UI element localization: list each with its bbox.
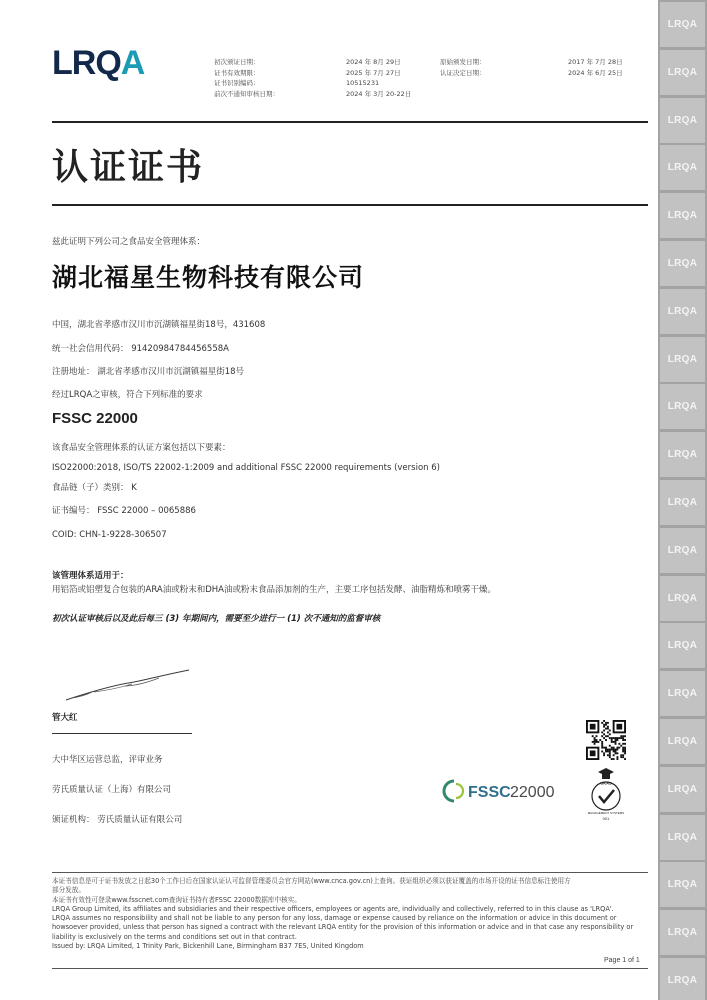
footer-divider — [52, 872, 648, 873]
top-divider — [52, 121, 648, 123]
ukas-number: 001 — [602, 816, 610, 821]
lrqa-logo — [52, 44, 162, 82]
signature-image — [64, 664, 194, 706]
footer-line: howsoever provided, unless that person has signed a contract with the relevant LRQA entity for the provision of this information or advice and in that case any responsibility or — [52, 923, 634, 932]
side-tile-lrqa: LRQA — [660, 767, 705, 812]
footer-line: LRQA assumes no responsibility and shall not be liable to any person for any loss, damage or expense caused by reliance on the information or advice in this document or — [52, 914, 617, 923]
header-col-1 — [214, 57, 279, 99]
fssc-logo-main: FSSC — [468, 784, 511, 801]
side-tile-lrqa: LRQA — [660, 384, 705, 429]
ukas-sub: MANAGEMENT SYSTEMS — [587, 811, 625, 815]
side-tile-lrqa: LRQA — [660, 480, 705, 525]
side-tile-lrqa: LRQA — [660, 432, 705, 477]
food-chain-category: 食品链（子）类别： K — [52, 483, 137, 493]
issuer: 颁证机构： 劳氏质量认证有限公司 — [52, 815, 183, 825]
header-label: 证书有效期限： — [214, 68, 260, 77]
ukas-label: UKAS — [600, 780, 612, 786]
company-name: 湖北福星生物科技有限公司 — [52, 263, 365, 292]
side-tile-lrqa: LRQA — [660, 337, 705, 382]
header-value: 2025 年 7月 27日 — [346, 68, 401, 77]
side-tile-lrqa: LRQA — [660, 671, 705, 716]
header-label: 前次不通知审核日期： — [214, 89, 279, 98]
side-tile-lrqa: LRQA — [660, 815, 705, 860]
footer-line: liability is exclusively on the terms and conditions set out in that contract. — [52, 932, 297, 941]
footer-line: 本证书有效性可登录www.fsscnet.com查询证书持有者FSSC 22000数据库中核实。 — [52, 895, 301, 904]
standard-name: FSSC 22000 — [52, 410, 138, 427]
side-tile-lrqa: LRQA — [660, 958, 705, 1000]
header-value: 10515231 — [346, 79, 380, 87]
side-tile-lrqa: LRQA — [660, 98, 705, 143]
scope-text: 用铝箔或铝塑复合包装的ARA油或粉末和DHA油或粉末食品添加剂的生产，主要工序包括发酵、油脂精炼和喷雾干燥。 — [52, 585, 496, 595]
footer-line: Issued by: LRQA Limited, 1 Trinity Park, Bickenhill Lane, Birmingham B37 7ES, United Kingdom — [52, 942, 364, 951]
header-col-3 — [440, 57, 486, 78]
side-tile-lrqa: LRQA — [660, 862, 705, 907]
certificate-number: 证书编号： FSSC 22000 – 0065886 — [52, 506, 196, 516]
header-value: 2024 年 3月 20-22日 — [346, 89, 412, 98]
header-label: 证书识别编码： — [214, 79, 260, 87]
scope-heading: 该管理体系适用于： — [52, 571, 129, 581]
side-tile-lrqa: LRQA — [660, 2, 705, 47]
header-col-4 — [568, 57, 623, 78]
page-title: 认证证书 — [52, 147, 205, 188]
approval-statement: 经过LRQA之审核，符合下列标准的要求 — [52, 390, 203, 400]
scheme-line: 该食品安全管理体系的认证方案包括以下要素： — [52, 443, 231, 453]
signer-name: 管大红 — [52, 713, 78, 723]
header-label: 初次颁证日期： — [214, 58, 260, 66]
side-tile-lrqa: LRQA — [660, 719, 705, 764]
header-label: 原始颁发日期： — [440, 58, 486, 66]
qr-code-icon — [586, 720, 626, 760]
side-tile-lrqa: LRQA — [660, 50, 705, 95]
side-tile-lrqa: LRQA — [660, 241, 705, 286]
header-value: 2024 年 8月 29日 — [346, 58, 401, 66]
coid: COID: CHN-1-9228-306507 — [52, 530, 167, 540]
side-tile-lrqa: LRQA — [660, 910, 705, 955]
side-tile-lrqa: LRQA — [660, 576, 705, 621]
footer-line: 本证书信息是可于证书发放之日起30个工作日后在国家认证认可监督管理委员会官方网站(www.cnca.gov.cn)上查询。获证组织必须以获证覆盖的市场开设的证书信息标注使用方 — [52, 877, 571, 885]
logo-main-text: LRQ — [52, 44, 121, 82]
requirements-line: ISO22000:2018, ISO/TS 22002-1:2009 and additional FSSC 22000 requirements (version 6) — [52, 463, 440, 473]
side-stripe — [658, 0, 707, 1000]
footer-disclaimer — [52, 877, 652, 951]
credit-code: 统一社会信用代码： 91420984784456558A — [52, 344, 229, 354]
side-tile-lrqa: LRQA — [660, 193, 705, 238]
signer-organization: 劳氏质量认证（上海）有限公司 — [52, 785, 172, 795]
fssc-logo-sub: 22000 — [510, 784, 555, 801]
footer-line: LRQA Group Limited, its affiliates and subsidiaries and their respective officers, employees or agents are, individually and collectively, referred to in this clause as 'LRQA'. — [52, 904, 614, 913]
registered-address: 注册地址： 湖北省孝感市汉川市沉湖镇福星街18号 — [52, 367, 245, 377]
side-tile-lrqa: LRQA — [660, 145, 705, 190]
footer-line: 部分发放。 — [52, 886, 85, 895]
header-value: 2024 年 6月 25日 — [568, 68, 623, 77]
header-col-2 — [346, 57, 411, 99]
audit-note: 初次认证审核后以及此后每三 (3) 年期间内，需要至少进行一 (1) 次不通知的监督审核 — [52, 614, 381, 624]
logo-accent-text: A — [120, 44, 145, 82]
fssc-22000-logo — [442, 778, 568, 804]
title-divider — [52, 204, 648, 206]
page-number: Page 1 of 1 — [604, 957, 640, 964]
signature-divider — [52, 733, 192, 734]
side-tile-lrqa: LRQA — [660, 289, 705, 334]
signer-role: 大中华区运营总监，评审业务 — [52, 755, 163, 765]
header-label: 认证决定日期： — [440, 68, 486, 77]
company-address: 中国，湖北省孝感市汉川市沉湖镇福星街18号，431608 — [52, 320, 266, 330]
page-divider — [52, 968, 648, 969]
ukas-accreditation-mark — [586, 766, 626, 822]
header-value: 2017 年 7月 28日 — [568, 58, 623, 66]
intro-text: 兹此证明下列公司之食品安全管理体系： — [52, 237, 206, 247]
side-tile-lrqa: LRQA — [660, 528, 705, 573]
side-tile-lrqa: LRQA — [660, 623, 705, 668]
